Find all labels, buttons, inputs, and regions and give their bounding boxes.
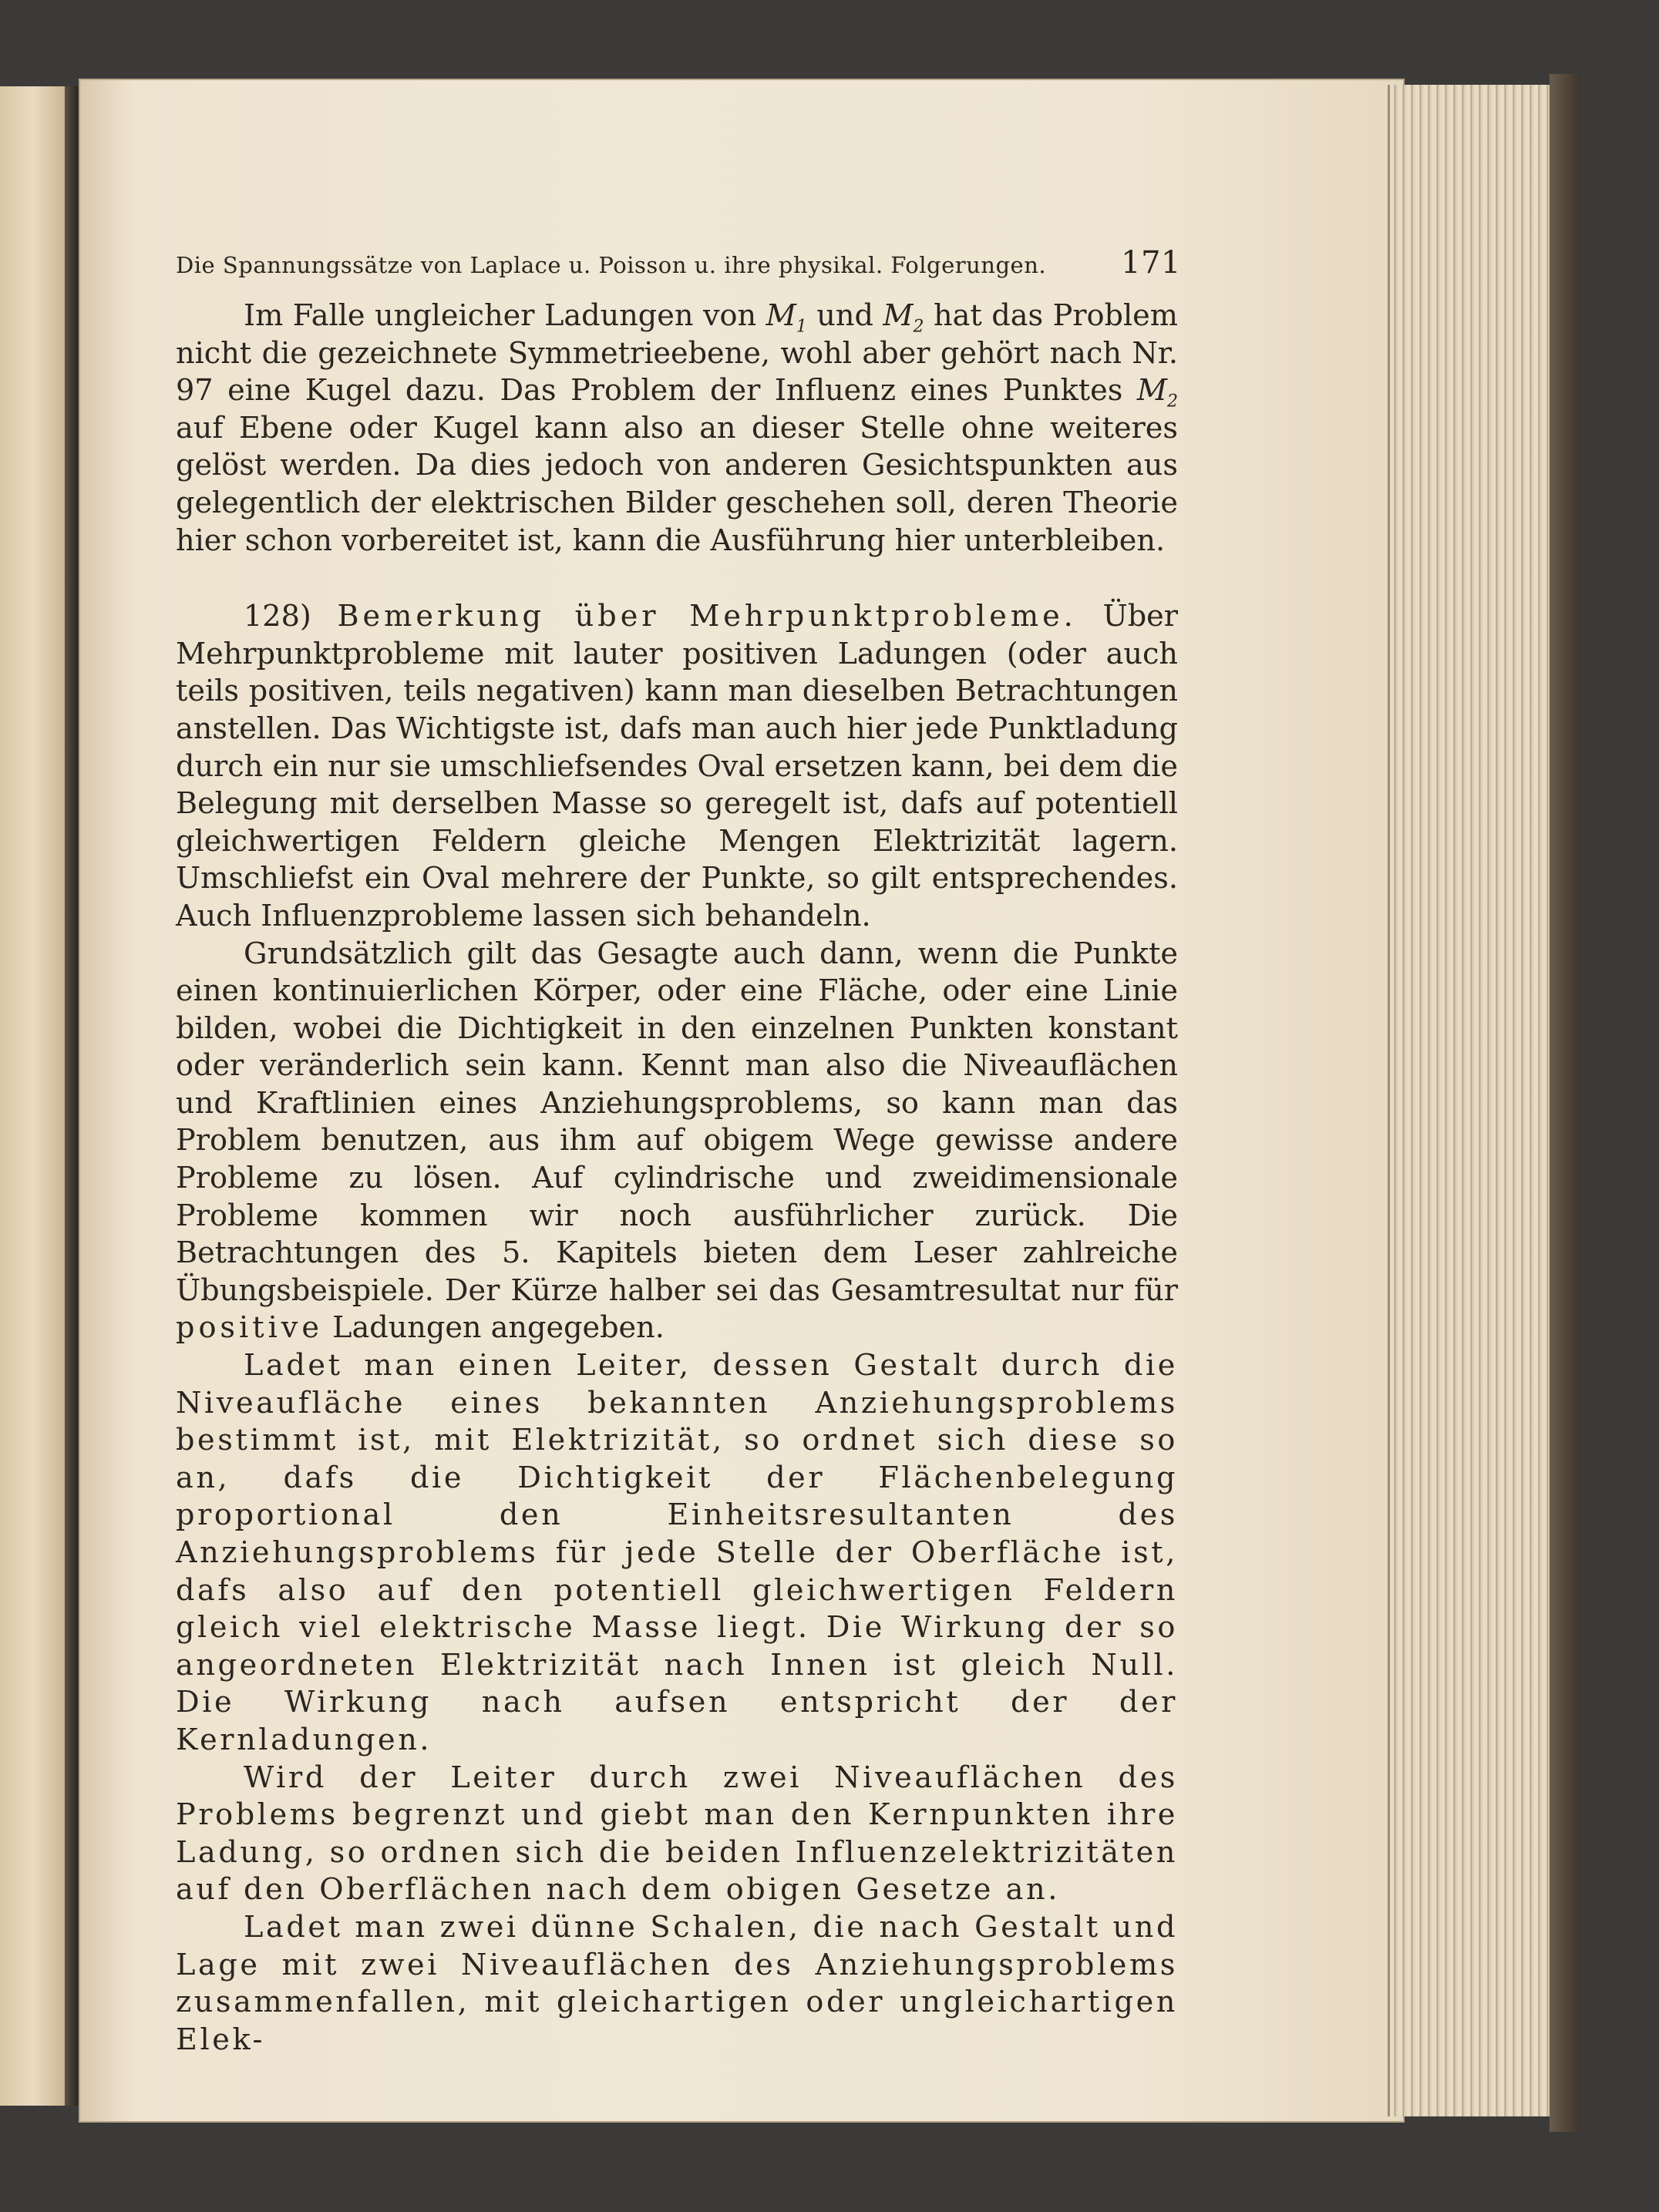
symbol-m2: $M_2$ [883, 299, 924, 337]
p6-text: Ladet man zwei dünne Schalen, die nach Gestalt und Lage mit zwei Niveauflächen des Anziehungsproblems zusammenfallen, mit gleichartigen oder ungleichartigen Elek- [176, 1910, 1178, 2057]
p1-text-d: auf Ebene oder Kugel kann also an dieser Stelle ohne weiteres gelöst werden. Da dies jedoch von anderen Gesichtspunkten aus gelegentlich der elektrischen Bilder geschehen soll, deren Theorie hier schon vorbereitet ist, kann die Ausführung hier unterbleiben. [176, 411, 1178, 558]
p1-text-c: hat das Problem nicht die gezeichnete Symmetrieebene, wohl aber gehört nach Nr. 97 eine Kugel dazu. Das Problem der Influenz eines Punktes [176, 299, 1178, 408]
paragraph-6 [176, 1909, 1178, 2059]
paragraph-1 [176, 298, 1178, 560]
p3-text-end: Ladungen angegeben. [322, 1311, 665, 1346]
book-cover-board [1550, 74, 1580, 2132]
paragraph-4 [176, 1347, 1178, 1760]
p2-text: Über Mehrpunktprobleme mit lauter positiven Ladungen (oder auch teils positiven, teils negativen) kann man dieselben Betrachtungen anstellen. Das Wichtigste ist, dafs man auch hier jede Punktladung durch ein nur sie umschliefsendes Oval ersetzen kann, bei dem die Belegung mit derselben Masse so geregelt ist, dafs auf potentiell gleichwertigen Feldern gleiche Mengen Elektrizität lagern. Umschliefst ein Oval mehrere der Punkte, so gilt entsprechendes. Auch Influenzprobleme lassen sich behandeln. [176, 600, 1178, 933]
p1-text-b: und [806, 299, 883, 333]
page-stack-edge [1388, 85, 1552, 2116]
paragraph-2 [176, 598, 1178, 935]
paragraph-3 [176, 936, 1178, 1348]
body-text [176, 298, 1178, 2059]
page-content [176, 245, 1181, 2059]
running-head [176, 245, 1181, 281]
p4-text: Ladet man einen Leiter, dessen Gestalt durch die Niveaufläche eines bekannten Anziehungsproblems bestimmt ist, mit Elektrizität, so ordnet sich diese so an, dafs die Dichtigkeit der Flächenbelegung proportional den Einheitsresultanten des Anziehungsproblems für jede Stelle der Oberfläche ist, dafs also auf den potentiell gleichwertigen Feldern gleich viel elektrische Masse liegt. Die Wirkung der so angeordneten Elektrizität nach Innen ist gleich Null. Die Wirkung nach aufsen entspricht der der Kernladungen. [176, 1349, 1178, 1757]
section-gap [176, 560, 1178, 598]
p1-text-a: Im Falle ungleicher Ladungen von [244, 299, 766, 333]
section-heading: Bemerkung über Mehrpunktprobleme. [337, 600, 1077, 634]
running-head-title: Die Spannungssätze von Laplace u. Poisson u. ihre physikal. Folgerungen. [176, 252, 1047, 278]
paragraph-5 [176, 1760, 1178, 1909]
p3-emphasis: positive [176, 1311, 323, 1346]
symbol-m2-second: $M_2$ [1136, 374, 1178, 412]
p5-text: Wird der Leiter durch zwei Niveauflächen des Problems begrenzt und giebt man den Kernpunkten ihre Ladung, so ordnen sich die beiden Influenzelektrizitäten auf den Oberflächen nach dem obigen Gesetze an. [176, 1760, 1178, 1908]
facing-page-edge [0, 86, 74, 2106]
section-number: 128) [244, 600, 311, 634]
p3-text: Grundsätzlich gilt das Gesagte auch dann, wenn die Punkte einen kontinuierlichen Körper, oder eine Fläche, oder eine Linie bilden, wobei die Dichtigkeit in den einzelnen Punkten konstant oder veränderlich sein kann. Kennt man also die Niveauflächen und Kraftlinien eines Anziehungsproblems, so kann man das Problem benutzen, aus ihm auf obigem Wege gewisse andere Probleme zu lösen. Auf cylindrische und zweidimensionale Probleme kommen wir noch ausführlicher zurück. Die Betrachtungen des 5. Kapitels bieten dem Leser zahlreiche Übungsbeispiele. Der Kürze halber sei das Gesamtresultat nur für [176, 936, 1178, 1308]
symbol-m1: $M_1$ [766, 299, 807, 337]
page-number: 171 [1121, 245, 1181, 281]
